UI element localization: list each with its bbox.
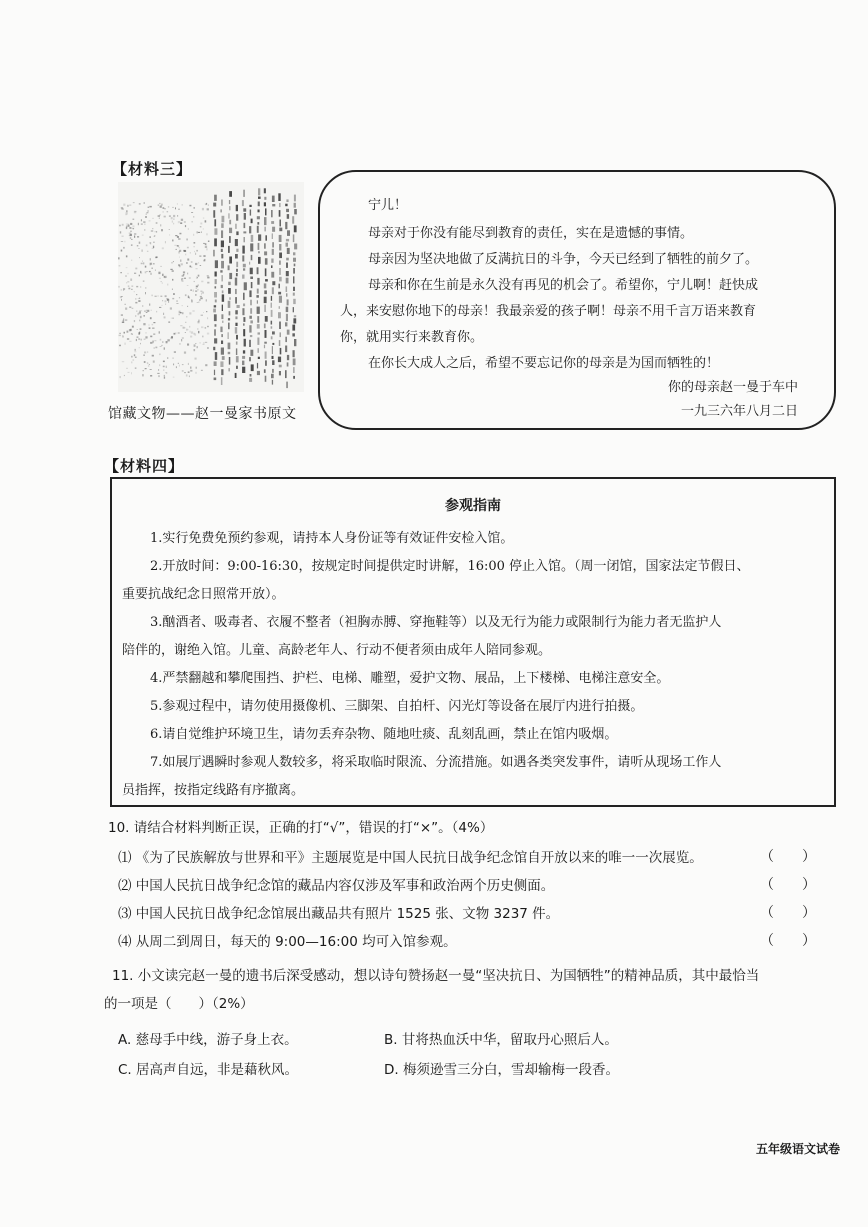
question-10-stem: 10. 请结合材料判断正误，正确的打“√”，错误的打“×”。（4%） [108, 820, 494, 836]
letter-box [318, 170, 836, 430]
letter-line: 母亲对于你没有能尽到教育的责任，实在是遗憾的事情。 [368, 226, 694, 241]
material-four-label: 【材料四】 [104, 457, 185, 475]
guide-line: 4.严禁翻越和攀爬围挡、护栏、电梯、雕塑，爱护文物、展品，上下楼梯、电梯注意安全。 [150, 671, 670, 686]
guide-line: 6.请自觉维护环境卫生，请勿丢弃杂物、随地吐痰、乱刻乱画，禁止在馆内吸烟。 [150, 727, 618, 742]
question-11-stem-line-1: 11. 小文读完赵一曼的遗书后深受感动，想以诗句赞扬赵一曼“坚决抗日、为国牺牲”的精神品质，其中最恰当 [112, 968, 760, 984]
answer-blank-10-2[interactable]: （ ） [760, 877, 816, 893]
answer-blank-10-4[interactable]: （ ） [760, 933, 816, 949]
letter-line: 母亲和你在生前是永久没有再见的机会了。希望你，宁儿啊！赶快成 [368, 278, 759, 293]
guide-line: 1.实行免费免预约参观，请持本人身份证等有效证件安检入馆。 [150, 531, 514, 546]
letter-line: 你，就用实行来教育你。 [340, 330, 484, 345]
letter-line: 在你长大成人之后，希望不要忘记你的母亲是为国而牺牲的！ [368, 356, 720, 371]
answer-blank-10-3[interactable]: （ ） [760, 905, 816, 921]
letter-scan-image [118, 182, 304, 392]
question-10-item-4: ⑷ 从周二到周日，每天的 9:00—16:00 均可入馆参观。 [118, 934, 457, 950]
guide-title: 参观指南 [445, 498, 501, 514]
guide-line: 员指挥，按指定线路有序撤离。 [122, 783, 305, 798]
page-footer: 五年级语文试卷 [756, 1142, 841, 1156]
guide-line: 3.酗酒者、吸毒者、衣履不整者（袒胸赤膊、穿拖鞋等）以及无行为能力或限制行为能力者无监护人 [150, 615, 722, 630]
option-d[interactable]: D. 梅须逊雪三分白，雪却输梅一段香。 [384, 1062, 619, 1078]
guide-line: 5.参观过程中，请勿使用摄像机、三脚架、自拍杆、闪光灯等设备在展厅内进行拍摄。 [150, 699, 644, 714]
guide-line: 7.如展厅遇瞬时参观人数较多，将采取临时限流、分流措施。如遇各类突发事件，请听从现场工作人 [150, 755, 722, 770]
question-10-item-1: ⑴ 《为了民族解放与世界和平》主题展览是中国人民抗日战争纪念馆自开放以来的唯一一次展览。 [118, 850, 703, 866]
guide-line: 2.开放时间：9:00-16:30，按规定时间提供定时讲解，16:00 停止入馆。（周一闭馆，国家法定节假日、 [150, 559, 750, 574]
letter-date: 一九三六年八月二日 [680, 404, 798, 419]
question-10-item-3: ⑶ 中国人民抗日战争纪念馆展出藏品共有照片 1525 张、文物 3237 件。 [118, 906, 560, 922]
material-three-label: 【材料三】 [112, 160, 193, 178]
visit-guide-box [110, 477, 836, 807]
option-b[interactable]: B. 甘将热血沃中华，留取丹心照后人。 [384, 1032, 618, 1048]
scan-caption: 馆藏文物——赵一曼家书原文 [108, 406, 297, 422]
letter-signature: 你的母亲赵一曼于车中 [667, 380, 798, 395]
question-11-stem-line-2: 的一项是（ ）（2%） [104, 996, 254, 1012]
handwritten-letter-scan [118, 182, 304, 392]
answer-blank-10-1[interactable]: （ ） [760, 849, 816, 865]
letter-line: 人，来安慰你地下的母亲！我最亲爱的孩子啊！母亲不用千言万语来教育 [340, 304, 757, 319]
letter-salutation: 宁儿！ [368, 198, 408, 213]
option-c[interactable]: C. 居高声自远，非是藉秋风。 [118, 1062, 299, 1078]
question-10-item-2: ⑵ 中国人民抗日战争纪念馆的藏品内容仅涉及军事和政治两个历史侧面。 [118, 878, 555, 894]
guide-line: 重要抗战纪念日照常开放）。 [122, 587, 285, 602]
option-a[interactable]: A. 慈母手中线，游子身上衣。 [118, 1032, 298, 1048]
letter-line: 母亲因为坚决地做了反满抗日的斗争，今天已经到了牺牲的前夕了。 [368, 252, 759, 267]
guide-line: 陪伴的，谢绝入馆。儿童、高龄老年人、行动不便者须由成年人陪同参观。 [122, 643, 552, 658]
